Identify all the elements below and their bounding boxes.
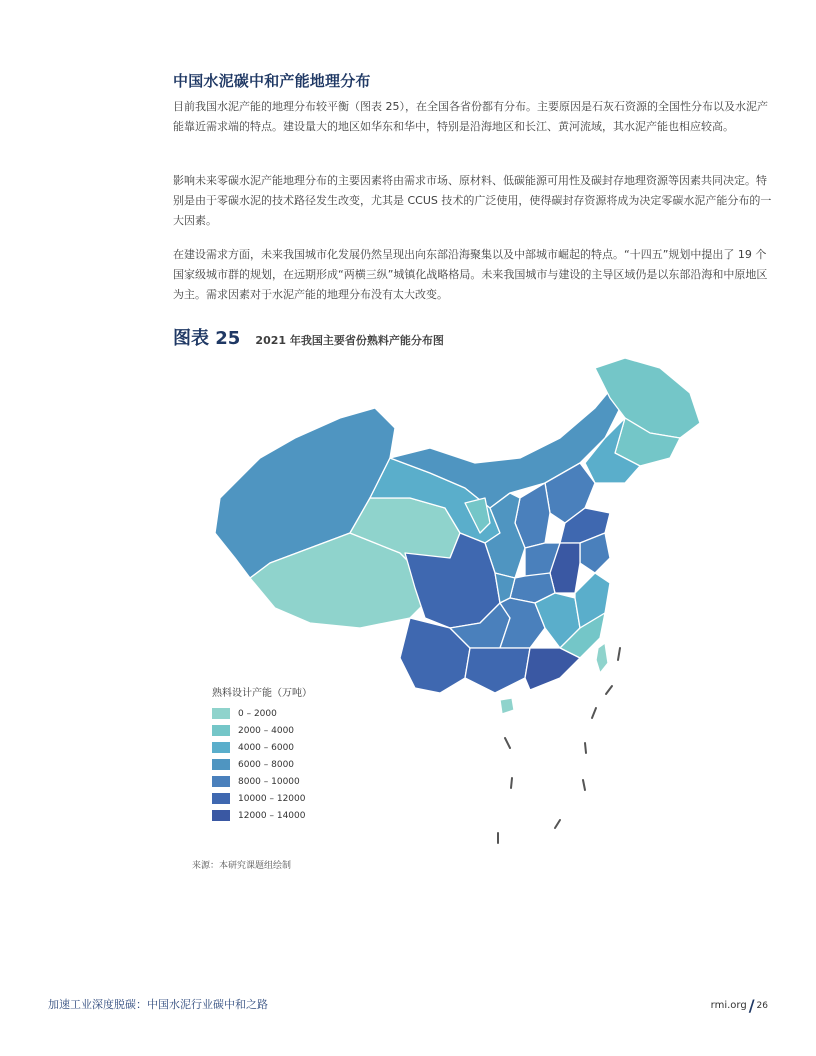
region-guangxi [465, 648, 530, 693]
section-title: 中国水泥碳中和产能地理分布 [173, 72, 371, 90]
paragraph-3: 在建设需求方面，未来我国城市化发展仍然呈现出向东部沿海聚集以及中部城市崛起的特点。“十四五”规划中提出了 19 个国家级城市群的规划，在远期形成“两横三纵”城镇化战略格局。未来我国城市与建设的主导区域仍是以东部沿海和中原地区为主。需求因素对于水泥产能的地理分布没有太大改变。 [173, 248, 768, 301]
legend-label: 4000 – 6000 [238, 742, 295, 753]
legend-label: 10000 – 12000 [238, 793, 306, 804]
legend-swatch [212, 793, 230, 804]
legend-item [212, 773, 412, 790]
legend-swatch [212, 708, 230, 719]
legend-item [212, 790, 412, 807]
legend-item [212, 739, 412, 756]
footer-slash-divider: / [748, 996, 755, 1015]
region-guangdong [525, 648, 580, 690]
legend-item [212, 756, 412, 773]
legend-swatch [212, 742, 230, 753]
legend-item [212, 722, 412, 739]
footer-site-link[interactable]: rmi.org [710, 1000, 747, 1011]
legend-item [212, 807, 412, 824]
region-taiwan [596, 643, 608, 673]
region-hainan [500, 698, 514, 714]
legend-swatch [212, 725, 230, 736]
figure-number: 图表 25 [173, 328, 241, 349]
page-number: 26 [756, 1000, 768, 1011]
legend-swatch [212, 759, 230, 770]
legend-item [212, 705, 412, 722]
legend-swatch [212, 776, 230, 787]
legend-label: 2000 – 4000 [238, 725, 295, 736]
legend-title: 熟料设计产能（万吨） [212, 688, 312, 699]
legend-label: 0 – 2000 [238, 708, 277, 719]
map-legend [212, 684, 412, 824]
legend-swatch [212, 810, 230, 821]
figure-heading [173, 324, 444, 350]
paragraph-2: 影响未来零碳水泥产能地理分布的主要因素将由需求市场、原材料、低碳能源可用性及碳封存地理资源等因素共同决定。特别是由于零碳水泥的技术路径发生改变，尤其是 CCUS 技术的广泛使用，使得碳封存资源将成为决定零碳水泥产能分布的一大因素。 [173, 174, 772, 227]
legend-label: 6000 – 8000 [238, 759, 295, 770]
paragraph-1: 目前我国水泥产能的地理分布较平衡（图表 25），在全国各省份都有分布。主要原因是石灰石资源的全国性分布以及水泥产能靠近需求端的特点。建设量大的地区如华东和华中，特别是沿海地区和长江、黄河流域，其水泥产能也相应较高。 [173, 100, 768, 133]
figure-source: 来源：本研究课题组绘制 [192, 861, 292, 871]
legend-label: 12000 – 14000 [238, 810, 306, 821]
figure-title: 2021 年我国主要省份熟料产能分布图 [255, 334, 444, 347]
footer-page-info [711, 996, 768, 1015]
footer-title: 加速工业深度脱碳：中国水泥行业碳中和之路 [48, 998, 268, 1011]
legend-label: 8000 – 10000 [238, 776, 300, 787]
